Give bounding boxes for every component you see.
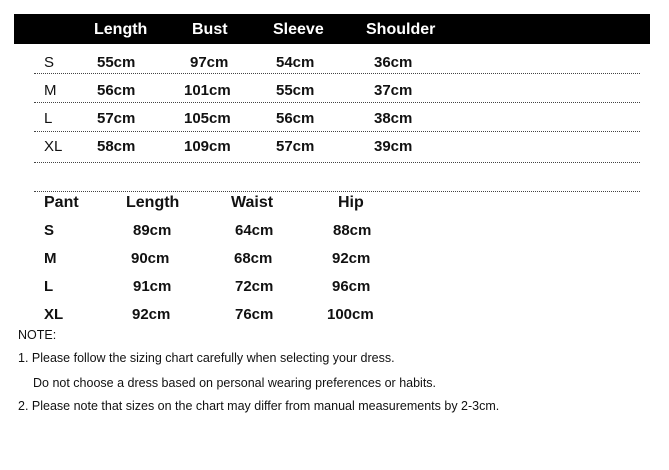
sleeve-cell: 55cm <box>276 82 315 99</box>
length-cell: 55cm <box>97 54 136 71</box>
table-row <box>0 273 669 301</box>
shoulder-cell: 37cm <box>374 82 413 99</box>
note-line-3: 2. Please note that sizes on the chart may differ from manual measurements by 2-3cm. <box>18 399 500 413</box>
row-divider <box>34 73 640 74</box>
bust-cell: 109cm <box>184 138 231 155</box>
size-label: XL <box>44 138 63 155</box>
header-hip: Hip <box>338 194 364 211</box>
header-shoulder: Shoulder <box>366 21 436 38</box>
hip-cell: 100cm <box>327 306 374 323</box>
row-divider <box>34 131 640 132</box>
size-label: L <box>44 110 53 127</box>
length-cell: 89cm <box>133 222 172 239</box>
header-pant: Pant <box>44 194 79 211</box>
table-row <box>0 77 669 105</box>
length-cell: 91cm <box>133 278 172 295</box>
length-cell: 56cm <box>97 82 136 99</box>
note-title: NOTE: <box>18 328 57 342</box>
header-bust: Bust <box>192 21 228 38</box>
header-waist: Waist <box>231 194 274 211</box>
sleeve-cell: 57cm <box>276 138 315 155</box>
table-row <box>0 301 669 329</box>
header-length: Length <box>126 194 180 211</box>
table-row <box>0 105 669 133</box>
bust-cell: 97cm <box>190 54 229 71</box>
size-label: S <box>44 54 55 71</box>
size-label: M <box>44 250 57 267</box>
pant-table-header <box>0 189 669 217</box>
hip-cell: 92cm <box>332 250 371 267</box>
length-cell: 90cm <box>131 250 170 267</box>
size-label: L <box>44 278 54 295</box>
bust-cell: 101cm <box>184 82 231 99</box>
sleeve-cell: 56cm <box>276 110 315 127</box>
table-row <box>0 133 669 161</box>
length-cell: 58cm <box>97 138 136 155</box>
shoulder-cell: 38cm <box>374 110 413 127</box>
size-label: M <box>44 82 57 99</box>
waist-cell: 72cm <box>235 278 274 295</box>
waist-cell: 76cm <box>235 306 274 323</box>
length-cell: 92cm <box>132 306 171 323</box>
hip-cell: 96cm <box>332 278 371 295</box>
header-length: Length <box>94 21 148 38</box>
waist-cell: 64cm <box>235 222 274 239</box>
note-line-1: 1. Please follow the sizing chart carefully when selecting your dress. <box>18 351 395 365</box>
bust-cell: 105cm <box>184 110 231 127</box>
row-divider <box>34 162 640 163</box>
shoulder-cell: 36cm <box>374 54 413 71</box>
row-divider <box>34 102 640 103</box>
length-cell: 57cm <box>97 110 136 127</box>
hip-cell: 88cm <box>333 222 372 239</box>
waist-cell: 68cm <box>234 250 273 267</box>
table-row <box>0 217 669 245</box>
size-label: XL <box>44 306 64 323</box>
shoulder-cell: 39cm <box>374 138 413 155</box>
header-sleeve: Sleeve <box>273 21 324 38</box>
note-line-2: Do not choose a dress based on personal wearing preferences or habits. <box>33 376 437 390</box>
sleeve-cell: 54cm <box>276 54 315 71</box>
top-table-header <box>14 14 650 44</box>
size-label: S <box>44 222 55 239</box>
table-row <box>0 245 669 273</box>
